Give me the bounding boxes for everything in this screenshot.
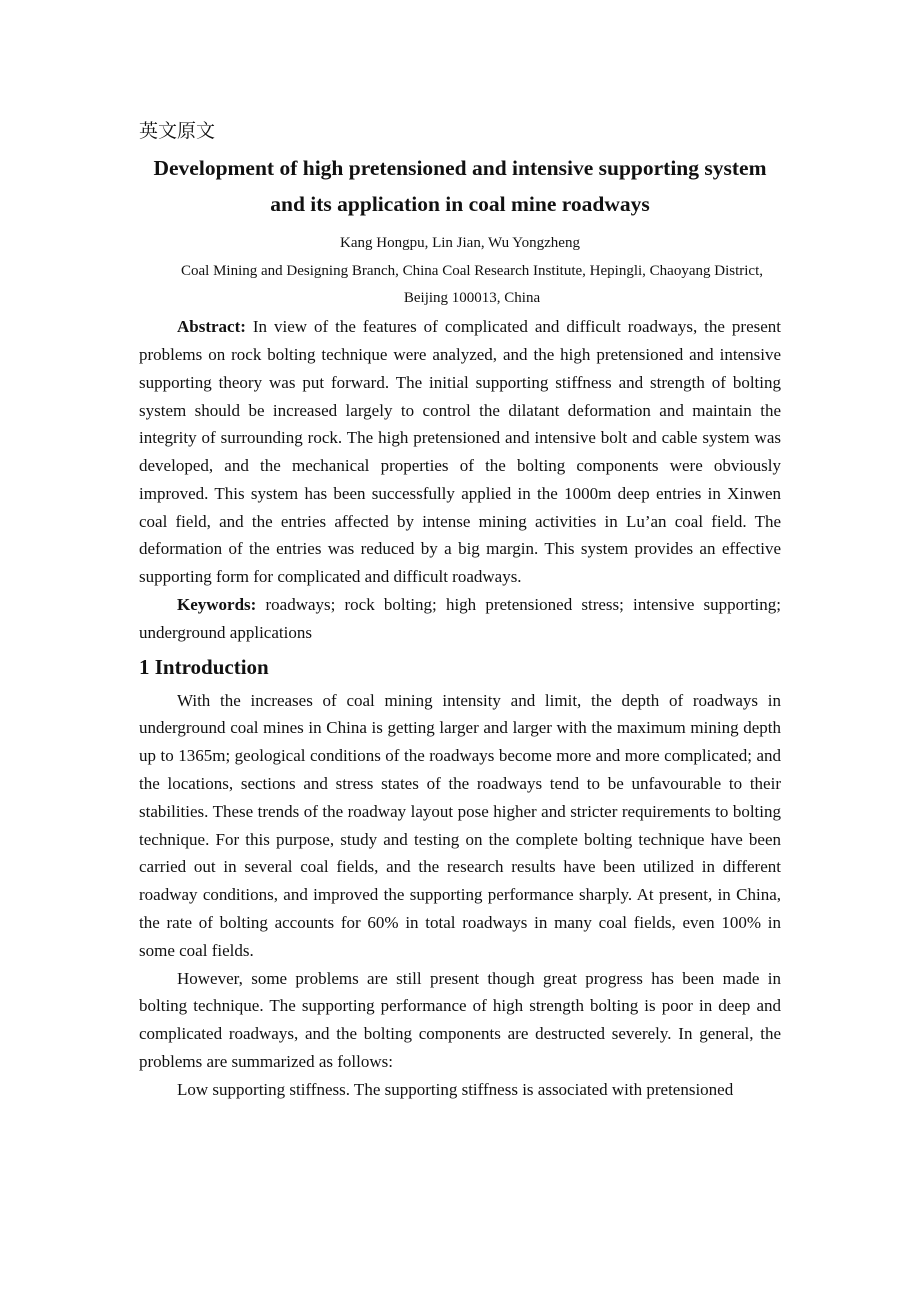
keywords-text: roadways; rock bolting; high pretensioned stress; intensive supporting; underground applications (139, 595, 781, 642)
section-heading-introduction: 1 Introduction (139, 654, 269, 679)
body-paragraph-2: However, some problems are still present though great progress has been made in bolting technique. The supporting performance of high strength bolting is poor in deep and complicated roadways, and the bolting components are destructed severely. In general, the problems are summarized as follows: (139, 968, 781, 1072)
keywords-label: Keywords: (177, 595, 257, 615)
document-page (139, 118, 781, 1104)
authors: Kang Hongpu, Lin Jian, Wu Yongzheng (340, 235, 580, 251)
body-paragraph-3: Low supporting stiffness. The supporting stiffness is associated with pretensioned (177, 1079, 734, 1099)
abstract-paragraph (139, 313, 781, 591)
paper-title-line-1: Development of high pretensioned and intensive supporting system (153, 156, 767, 180)
abstract-label: Abstract: (177, 317, 246, 337)
keywords-paragraph (139, 591, 781, 647)
affiliation: Coal Mining and Designing Branch, China Coal Research Institute, Hepingli, Chaoyang District, Beijing 100013, China (181, 262, 763, 307)
paper-title-line-2: and its application in coal mine roadways (270, 192, 650, 216)
body-paragraph-1: With the increases of coal mining intensity and limit, the depth of roadways in underground coal mines in China is getting larger and larger with the maximum mining depth up to 1365m; geological conditions of the roadways become more and more complicated; and the locations, sections and stress states of the roadways tend to be unfavourable to their stabilities. These trends of the roadway layout pose higher and stricter requirements to bolting technique. For this purpose, study and testing on the complete bolting technique have been carried out in several coal fields, and the research results have been utilized in different roadway conditions, and improved the supporting performance sharply. At present, in China, the rate of bolting accounts for 60% in total roadways in many coal fields, even 100% in some coal fields. (139, 690, 781, 960)
header-label: 英文原文 (139, 120, 216, 142)
abstract-text: In view of the features of complicated and difficult roadways, the present problems on rock bolting technique were analyzed, and the high pretensioned and intensive supporting theory was put forward. The initial supporting stiffness and strength of bolting system should be increased largely to control the dilatant deformation and maintain the integrity of surrounding rock. The high pretensioned and intensive bolt and cable system was developed, and the mechanical properties of the bolting components were obviously improved. This system has been successfully applied in the 1000m deep entries in Xinwen coal field, and the entries affected by intense mining activities in Lu’an coal field. The deformation of the entries was reduced by a big margin. This system provides an effective supporting form for complicated and difficult roadways. (139, 317, 781, 587)
